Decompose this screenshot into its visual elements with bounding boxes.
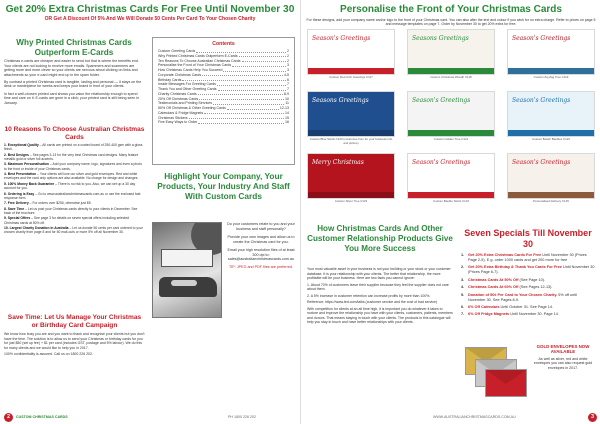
- toc-entry-title: Thank You and Other Greeting Cards: [158, 87, 217, 91]
- car-shape: [159, 277, 217, 297]
- card-greeting: Seasons Greetings: [312, 97, 369, 104]
- card-design: [507, 29, 595, 80]
- reason-text: – See page 3 for details on seven special offers including selected Christmas cards at 50% off.: [4, 216, 130, 225]
- special-headline: 6% Off Fridge Magnets: [468, 312, 510, 317]
- toc-leader: [217, 82, 286, 86]
- reasons-title: 10 Reasons To Choose Australian Christmas Cards: [4, 126, 145, 141]
- toc-entry-page: 8-9: [283, 91, 289, 96]
- special-body: [468, 253, 595, 263]
- reason-lead: 4. Best Presentation: [4, 172, 37, 177]
- list-item: [461, 285, 595, 290]
- toc-entry-title: Five Easy Ways to Order: [158, 120, 198, 125]
- special-headline: Donation of 50¢ Per Card to Your Chosen Charity.: [468, 292, 558, 297]
- toc-entry-title: How Christmas Cards Help You Succeed: [158, 68, 223, 72]
- list-item: [4, 153, 145, 161]
- personalise-intro: For these designs, add your company name and/or logo to the front of your Christmas card. You can also alter the text and colour if you wish for no extra charge. Refer to prices on page 5 and message templates on page 7. Order by November 30 to get 20% extra for free.: [306, 18, 596, 27]
- list-item: [4, 201, 145, 205]
- special-headline: Get 20% Extra Christmas Cards For Free: [468, 253, 542, 257]
- offer-subhead: OR Get A Discount Of 5% And We Will Donate 50 Cents Per Card To Your Chosen Charity: [44, 16, 256, 22]
- card-border-strip: [508, 192, 594, 198]
- card-caption: Custom Christmas Wreath C118: [430, 75, 472, 79]
- card-gallery: [307, 29, 595, 214]
- reason-text: – Let us post your Christmas cards directly to your clients in December. See back of the brochure.: [4, 206, 138, 215]
- toc-entry-title: Inside Messages For Greeting Cards: [158, 82, 216, 87]
- gold-envelopes-image: [465, 345, 527, 397]
- special-number: 5.: [461, 292, 465, 297]
- card-caption: Custom Red Arch Greetings C117: [329, 75, 373, 79]
- toc-entry-title: Christmas Stickers: [158, 115, 188, 120]
- card-artwork: [307, 29, 395, 75]
- why-printed-body: [4, 59, 145, 108]
- toc-leader: [199, 97, 284, 101]
- reason-lead: 8. Save Time: [4, 206, 25, 211]
- reason-text: – Let us donate 50 cents per card ordered to your chosen charity from page 8 and for 50 mail-outs or more 5% off all November 30.: [4, 226, 143, 235]
- special-headline: 6% Off Calendars: [468, 304, 500, 309]
- card-border-strip: [408, 130, 494, 136]
- toc-leader: [242, 59, 286, 63]
- toc-entry-title: 50% Off Christmas & Other Greeting Cards: [158, 106, 226, 110]
- how-cards-body: [307, 267, 453, 327]
- card-artwork: [407, 153, 495, 199]
- special-text: Until October 31. See Page 14.: [499, 304, 554, 309]
- card-design: [507, 153, 595, 204]
- list-item: [461, 278, 595, 283]
- reason-lead: 10. Largest Charity Donation in Australia: [4, 226, 69, 231]
- list-item: [4, 216, 145, 224]
- save-time-title: Save Time: Let Us Manage Your Christmas or Birthday Card Campaign: [7, 314, 142, 329]
- card-greeting: Season's Greetings: [412, 159, 471, 166]
- card-border-strip: [308, 192, 394, 198]
- card-border-strip: [308, 130, 394, 136]
- toc-entry-page: 14: [285, 110, 289, 115]
- footer-label: CUSTOM CHRISTMAS CARDS: [16, 415, 68, 419]
- save-time-body: [4, 332, 145, 359]
- paragraph: Your most valuable asset in your business is not your building or your stock or your customer database. It is your relationship with your clients. The better that relationship, the more profitable will be your business. Here are two facts you cannot ignore:: [307, 267, 451, 280]
- toc-title: Contents: [212, 41, 235, 47]
- list-item: [461, 312, 595, 317]
- toc-entry-title: 20% Off Christmas Cards: [158, 96, 199, 101]
- card-greeting: Season's Greetings: [512, 159, 571, 166]
- paragraph: Christmas e-cards are cheaper and easier to send but that is where the benefits end. Your clients are not looking to receive more emails. Spammers and scammers are getting more and more clever so your clients are nervous about clicking on links and attachments so your e-card might end up in the spam folder.: [4, 59, 139, 77]
- card-artwork: [507, 153, 595, 199]
- highlight-company-title: Highlight Your Company, Your Products, Your Industry And Staff With Custom Cards: [157, 171, 290, 201]
- toc-entry-page: 12-13: [279, 106, 289, 110]
- card-greeting: Season's Greetings: [512, 35, 571, 42]
- toc-entry-title: Custom Greeting Cards: [158, 49, 196, 53]
- toc-entry: [158, 120, 289, 125]
- card-artwork: [307, 91, 395, 137]
- card-greeting: Season's Greetings: [312, 35, 371, 42]
- table-of-contents: [152, 37, 295, 165]
- special-text: 5% off until November 30. See Pages 8-9.: [468, 292, 578, 302]
- list-item: [461, 265, 595, 275]
- toc-list: [158, 49, 289, 125]
- card-caption: Custom Zig Zag Tree C119: [533, 75, 569, 79]
- reason-lead: 5. 100% Money Back Guarantee: [4, 181, 55, 186]
- paragraph: Do your customers relate to you and your business and staff personally?: [227, 222, 295, 231]
- special-text: Until November 30. Page 14.: [509, 312, 559, 317]
- special-headline: Christmas Cards At 60% Off: [468, 285, 519, 290]
- left-page-header: [4, 4, 296, 23]
- card-artwork: [507, 29, 595, 75]
- gold-envelopes-title: GOLD ENVELOPES NOW AVAILABLE: [536, 344, 590, 355]
- shop-sign-shape: [161, 249, 213, 267]
- reason-lead: 7. Free Delivery: [4, 201, 29, 206]
- special-number: 3.: [461, 277, 465, 282]
- toc-entry-title: Why Printed Christmas Cards Outperform E-Cards: [158, 53, 238, 58]
- paragraph: Provide your own images and allow us to create the Christmas card for you.: [227, 234, 295, 244]
- custom-card-promo: [227, 222, 295, 273]
- footer-url: WWW.AUSTRALIANCHRISTMASCARDS.COM.AU: [433, 415, 516, 419]
- reason-text: – There is no risk to you. Also, we can set up a 30 day account for you.: [4, 181, 136, 191]
- list-item: [4, 143, 145, 151]
- card-artwork: [307, 153, 395, 199]
- gold-envelopes-note: [531, 344, 595, 371]
- card-greeting: Seasons Greetings: [412, 35, 469, 42]
- toc-leader: [196, 49, 286, 53]
- card-artwork: [507, 91, 595, 137]
- reason-text: – All cards are printed on a coated board of 250-400 gsm with a gloss finish.: [4, 143, 143, 152]
- toc-entry-title: Calendars & Fridge Magnets: [158, 110, 204, 115]
- toc-entry-title: Personalise the Front of Your Christmas Cards: [158, 63, 232, 68]
- card-design: [507, 91, 595, 142]
- card-caption: Custom Beach Baubles C122: [532, 137, 570, 141]
- toc-entry-page: 6: [287, 77, 289, 82]
- file-tips: TIP: JPEG and PDF files are preferred.: [229, 265, 293, 270]
- card-design: [407, 29, 495, 80]
- list-item: [4, 182, 145, 190]
- offer-headline: Get 20% Extra Christmas Cards For Free Until November 30: [5, 4, 295, 15]
- right-footer: [301, 411, 600, 424]
- card-design: [307, 91, 395, 145]
- footer-phone: PH 1800 226 202: [228, 415, 256, 419]
- red-envelope: [485, 369, 527, 397]
- card-border-strip: [308, 68, 394, 74]
- card-caption: Personalised Delivery C125: [533, 199, 569, 203]
- toc-leader: [182, 78, 286, 82]
- reason-text: – Your clients will love our silver and gold envelopes. Red and white envelopes and the card only options are also available. No charge for design and changes.: [4, 172, 139, 181]
- storefront-photo: [152, 222, 222, 318]
- special-number: 2.: [461, 265, 465, 270]
- reasons-list: [4, 143, 145, 236]
- paragraph: With competition for clients at an all time high, it is important you do whatever it takes to nurture and improve the relationship you have with your clients, customers, patients, members and donors. That means staying in touch with your clients. The products in this catalogue will help you stay in touch and have better relationships with your clients.: [307, 306, 453, 324]
- card-greeting: Season's Greetings: [512, 97, 571, 104]
- special-body: [468, 293, 595, 303]
- toc-entry-title: Charity Christmas Cards: [158, 91, 197, 96]
- special-text: Until November 30 (Prices Page 6-7).: [468, 265, 595, 275]
- card-caption: Custom Silver Tree C123: [334, 199, 368, 203]
- toc-leader: [198, 120, 284, 124]
- toc-entry-page: 2: [287, 53, 289, 58]
- list-item: [461, 293, 595, 303]
- paragraph: 1. About 70% of customers leave their supplier because they feel the supplier does not care about them.: [307, 282, 449, 291]
- personalise-title: Personalise the Front of Your Christmas Cards: [340, 4, 562, 15]
- why-printed-title: Why Printed Christmas Cards Outperform E-Cards: [16, 38, 132, 57]
- toc-entry-page: 7: [287, 87, 289, 91]
- special-number: 7.: [461, 312, 465, 317]
- list-item: [461, 305, 595, 310]
- card-border-strip: [408, 68, 494, 74]
- toc-leader: [198, 92, 283, 96]
- card-greeting: Merry Christmas: [312, 159, 364, 166]
- toc-leader: [202, 73, 283, 77]
- card-border-strip: [408, 192, 494, 198]
- card-design: [407, 91, 495, 142]
- paragraph: 2. A 5% increase in customer retention can increase profits by more than 100%.: [307, 293, 431, 298]
- toc-entry-page: 15: [285, 115, 289, 120]
- toc-entry-page: 16: [285, 120, 289, 125]
- card-design: [407, 153, 495, 204]
- page-number: 2: [4, 413, 13, 422]
- toc-entry-page: 4-5: [283, 72, 289, 77]
- card-border-strip: [508, 68, 594, 74]
- card-caption: Custom Blue Swirls C120 (customise from for your business info and picture): [309, 137, 393, 145]
- card-border-strip: [508, 130, 594, 136]
- special-body: [468, 285, 552, 290]
- reason-text: – See pages 3-13 for the very best Christmas card designs. Many feature metallic gold or silver foil accents.: [4, 152, 139, 161]
- special-headline: Get 20% Extra Birthday & Thank You Cards For Free: [468, 265, 562, 270]
- reason-text: – Go to www.australianchristmascards.com.au or use the enclosed fast response form.: [4, 191, 141, 200]
- specials-list: [461, 253, 595, 320]
- toc-leader: [223, 68, 286, 72]
- toc-entry-title: Testimonials and Printing Services: [158, 101, 213, 106]
- card-greeting: Season's Greetings: [412, 97, 471, 104]
- paragraph: 100% confidentiality is assured. Call us on 1800 226 202.: [4, 352, 93, 356]
- reason-lead: 1. Exceptional Quality: [4, 143, 39, 147]
- toc-entry-title: Birthday Cards: [158, 77, 182, 82]
- toc-leader: [232, 63, 286, 67]
- list-item: [4, 207, 145, 215]
- card-caption: Custom Golden Tree C121: [433, 137, 469, 141]
- card-artwork: [407, 91, 495, 137]
- list-item: [4, 162, 145, 170]
- special-number: 4.: [461, 285, 465, 290]
- card-artwork: [407, 29, 495, 75]
- toc-entry-page: 3: [287, 63, 289, 68]
- special-text: Until November 30 (Prices Page 2-5). E.g. order 1000 cards and get 200 more for free: [468, 253, 587, 262]
- card-caption: Custom Bauble Swirls C124: [433, 199, 469, 203]
- reason-lead: 2. Best Designs: [4, 152, 29, 157]
- card-design: [307, 29, 395, 80]
- toc-entry-page: 2: [287, 58, 289, 63]
- reason-lead: 6. Ordering is Easy: [4, 191, 35, 196]
- card-design: [307, 153, 395, 204]
- page-number: 3: [588, 413, 597, 422]
- toc-leader: [189, 116, 284, 120]
- special-body: [468, 312, 559, 317]
- special-body: [468, 305, 553, 310]
- list-item: [461, 253, 595, 263]
- special-text: (See Pages 12-13).: [518, 285, 553, 290]
- special-number: 6.: [461, 304, 465, 309]
- toc-entry-page: 2: [287, 49, 289, 53]
- special-body: [468, 278, 545, 283]
- list-item: [4, 172, 145, 180]
- left-footer: [0, 411, 300, 424]
- toc-leader: [213, 101, 284, 105]
- right-page: [300, 0, 600, 424]
- toc-leader: [239, 54, 286, 58]
- reason-lead: 3. Maximum Personalisation: [4, 162, 49, 167]
- paragraph: In fact a well-chosen printed card shows you value the relationship enough to spend time and care on it. E-cards are gone in a click; your printed card is still being seen in January.: [4, 91, 140, 105]
- toc-entry-page: 3: [287, 68, 289, 72]
- paragraph: By contrast a printed Christmas card is tangible, lasting and personal — it stays on the desk or mantelpiece for weeks and keeps your brand in front of your clients.: [4, 79, 142, 89]
- paragraph: Email your high resolution files of at least 300 dpi to: sales@australianchristmascards.com.au: [227, 247, 295, 262]
- special-number: 1.: [461, 253, 465, 257]
- special-text: (See Page 10).: [518, 277, 546, 282]
- toc-entry-page: 10: [285, 96, 289, 101]
- reason-text: – For orders over $250, otherwise just $5.: [28, 201, 92, 206]
- toc-entry-page: 7: [287, 82, 289, 87]
- toc-leader: [227, 106, 279, 110]
- toc-leader: [218, 87, 286, 91]
- toc-entry-page: 11: [285, 101, 289, 106]
- paragraph: We know how busy you are and you want to thank and recognise your clients but you don't have the time. The solution is to allow us to send your Christmas or birthday cards for you for just $50 (set up fee) + $1 per card (includes GST, postage and 5% labour). We do this for many clients and we would like to help you in 2017.: [4, 332, 145, 350]
- toc-entry-title: Ten Reasons To Choose Australian Christmas Cards: [158, 58, 241, 63]
- how-cards-title: How Christmas Cards And Other Customer Relationship Products Give You More Success: [307, 224, 453, 253]
- reason-text: – Add your company name, logo, signatures and even a photo to the front or inside of your Christmas cards.: [4, 162, 142, 171]
- paragraph: Reference: https://www.ted.com/talks (customer service and the cost of bad service): [307, 300, 438, 304]
- special-body: [468, 265, 595, 275]
- list-item: [4, 192, 145, 200]
- reason-lead: 9. Special Offers: [4, 216, 31, 221]
- toc-entry-title: Corporate Christmas Cards: [158, 72, 202, 77]
- toc-leader: [204, 111, 284, 115]
- special-headline: Christmas Cards At 50% Off: [468, 277, 519, 282]
- list-item: [4, 226, 145, 234]
- gold-envelopes-text: As well as silver, red and white envelopes you can also request gold envelopes in 2017.: [533, 356, 593, 370]
- specials-title: Seven Specials Till November 30: [464, 228, 592, 249]
